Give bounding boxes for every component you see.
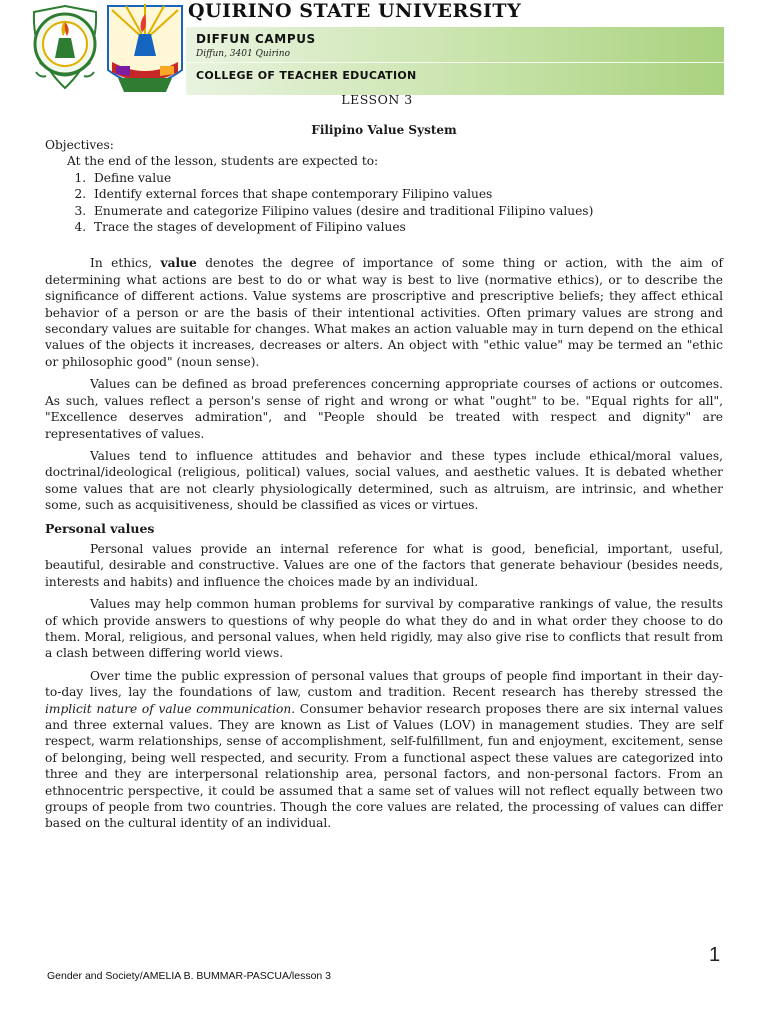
page-number: 1: [709, 944, 721, 966]
term-value: value: [160, 256, 197, 271]
paragraph-rest: denotes the degree of importance of some thing or action, with the aim of determining what actions are best to do or what way is best to live (normative ethics), or to describe the significance of different actions. Value systems are proscriptive and prescriptive beliefs; they affect ethical behavior of a person or are the basis of their intentional activities. Often primary values are strong and secondary values are suitable for changes. What makes an action valuable may in turn depend on the ethical values of the objects it increases, decreases or alters. An object with "ethic value" may be termed an "ethic or philosophic good" (noun sense).: [45, 256, 723, 369]
paragraph-values-definition: Values can be defined as broad preferences concerning appropriate courses of actions or outcomes. As such, values reflect a person's sense of right and wrong or what "ought" to be. "Equal rights for all", "Excellence deserves admiration", and "People should be treated with respect and dignity" are representatives of values.: [45, 377, 723, 441]
objective-item: 1. Define value: [90, 170, 723, 186]
lesson-title: Filipino Value System: [311, 123, 457, 137]
letterhead: [0, 0, 768, 100]
paragraph-lead: Over time the public expression of personal values that groups of people find important in their day-to-day lives, lay the foundations of law, custom and tradition. Recent research has thereby stressed the: [45, 668, 723, 700]
objectives-label: Objectives:: [45, 138, 114, 152]
campus-name: DIFFUN CAMPUS: [196, 32, 316, 46]
objective-item: 4. Trace the stages of development of Filipino values: [90, 219, 723, 235]
college-emblem-logo: [104, 0, 186, 100]
paragraph-public-expression: [45, 668, 723, 832]
paragraph-personal-values: Personal values provide an internal reference for what is good, beneficial, important, useful, beautiful, desirable and constructive. Values are one of the factors that generate behaviour (besides needs, interests and habits) and influence the choices made by an individual.: [45, 541, 723, 589]
lesson-label: LESSON 3: [341, 92, 413, 107]
paragraph-ethics-value: [45, 255, 723, 370]
paragraph-lead: In ethics,: [90, 256, 161, 271]
campus-address: Diffun, 3401 Quirino: [196, 49, 290, 59]
college-name: COLLEGE OF TEACHER EDUCATION: [196, 69, 417, 82]
term-implicit-nature: implicit nature of value communication: [45, 701, 292, 716]
objective-item: 3. Enumerate and categorize Filipino values (desire and traditional Filipino values): [90, 203, 723, 219]
objective-item: 2. Identify external forces that shape contemporary Filipino values: [90, 186, 723, 202]
paragraph-human-problems: Values may help common human problems for survival by comparative rankings of value, the results of which provide answers to questions of why people do what they do and in what order they choose to do them. Moral, religious, and personal values, when held rigidly, may also give rise to conflicts that result from a clash between differing world views.: [45, 597, 723, 661]
banner-divider: [186, 62, 724, 63]
section-heading-personal-values: Personal values: [45, 520, 155, 536]
objectives-list: [45, 170, 723, 236]
objectives-intro: At the end of the lesson, students are expected to:: [67, 154, 379, 169]
lesson-content: [45, 137, 723, 832]
paragraph-values-types: Values tend to influence attitudes and behavior and these types include ethical/moral values, doctrinal/ideological (religious, political) values, social values, and aesthetic values. It is debated whether some values that are not clearly physiologically determined, such as altruism, are intrinsic, and whether some, such as acquisitiveness, should be classified as vices or virtues.: [45, 448, 723, 513]
footer-text: Gender and Society/AMELIA B. BUMMAR-PASCUA/lesson 3: [47, 970, 332, 982]
university-seal-logo: [26, 2, 104, 94]
paragraph-rest: . Consumer behavior research proposes there are six internal values and three external values. They are known as List of Values (LOV) in management studies. They are self respect, warm relationships, sense of accomplishment, self-fulfillment, fun and enjoyment, excitement, sense of belonging, being well respected, and security. From a functional aspect these values are categorized into three and they are interpersonal relationship area, personal factors, and non-personal factors. From an ethnocentric perspective, it could be assumed that a same set of values will not reflect equally between two groups of people from two countries. Though the core values are related, the processing of values can differ based on the cultural identity of an individual.: [45, 701, 724, 831]
university-name: QUIRINO STATE UNIVERSITY: [188, 0, 522, 22]
